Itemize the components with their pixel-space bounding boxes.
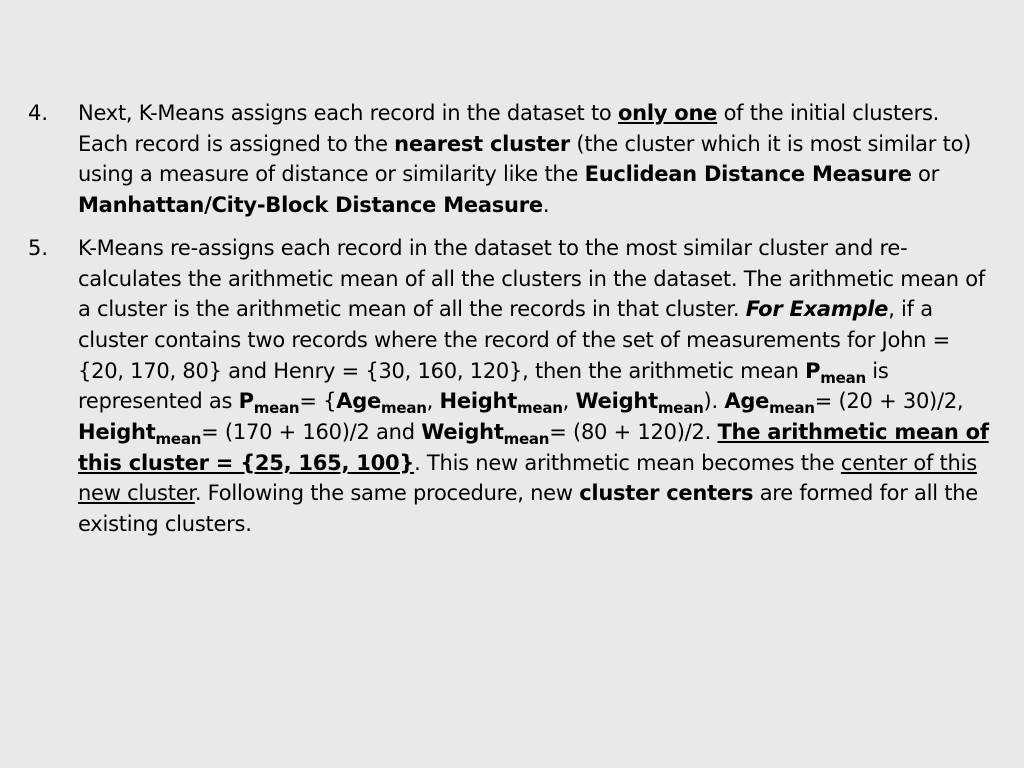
numbered-list — [28, 98, 998, 552]
emphasis-text: nearest cluster — [394, 131, 570, 156]
emphasis-text: P — [238, 389, 254, 414]
item-number: 4. — [28, 101, 49, 125]
body-text: or — [911, 162, 940, 187]
list-item-4 — [28, 98, 998, 221]
emphasis-text: Age — [724, 389, 770, 414]
body-text: (the cluster which it is most similar to) using a measure of distance or similarity like the — [78, 131, 972, 187]
emphasis-text: cluster centers — [579, 481, 754, 506]
body-text: K-Means re-assigns each record in the dataset to the most similar cluster and re-calculates the arithmetic mean of all the clusters in the dataset. The arithmetic mean of a cluster is the arithmetic mean of all the records in that cluster. — [78, 235, 985, 322]
body-text: is represented as — [78, 358, 889, 414]
emphasis-text: P — [805, 358, 821, 383]
list-item-5 — [28, 233, 998, 540]
body-text: , — [426, 389, 440, 414]
emphasis-text: The arithmetic mean of this cluster = {25, 165, 100} — [78, 420, 989, 475]
body-text: are formed for all the existing clusters. — [78, 481, 978, 537]
subscript-text: mean — [381, 399, 427, 418]
emphasis-text: Age — [336, 389, 382, 414]
subscript-text: mean — [769, 399, 815, 418]
body-text: . — [542, 193, 550, 218]
item-number: 5. — [28, 235, 49, 260]
body-text: = (170 + 160)/2 and — [201, 420, 422, 445]
subscript-text: mean — [155, 430, 202, 449]
emphasis-text: only one — [617, 101, 718, 125]
subscript-text: mean — [503, 430, 550, 449]
subscript-text: mean — [820, 368, 866, 387]
item-text — [78, 98, 993, 221]
subscript-text: mean — [253, 399, 300, 418]
emphasis-text: For Example — [745, 297, 889, 322]
subscript-text: mean — [517, 399, 563, 418]
subscript-text: mean — [657, 399, 704, 418]
body-text: of the initial clusters. Each record is assigned to the — [78, 101, 940, 156]
emphasis-text: Weight — [421, 420, 504, 445]
body-text: , if a cluster contains two records where the record of the set of measurements for John = {20, 170, 80} and Henry = {30, 160, 120}, then the arithmetic mean — [78, 297, 950, 383]
body-text: = (80 + 120)/2. — [549, 420, 718, 445]
item-text — [78, 233, 993, 540]
body-text: Next, K-Means assigns each record in the dataset to — [78, 101, 618, 125]
body-text: = { — [299, 389, 337, 414]
emphasis-text: Weight — [575, 389, 658, 414]
body-text: , — [562, 389, 576, 414]
emphasis-text: Height — [78, 420, 156, 445]
body-text: . This new arithmetic mean becomes the — [414, 450, 841, 475]
body-text: center of this new cluster — [78, 450, 977, 506]
body-text: = (20 + 30)/2, — [814, 389, 964, 414]
emphasis-text: Euclidean Distance Measure — [584, 162, 912, 187]
emphasis-text: Manhattan/City-Block Distance Measure — [78, 193, 543, 218]
body-text: ). — [703, 389, 725, 414]
body-text: . Following the same procedure, new — [194, 481, 580, 506]
emphasis-text: Height — [439, 389, 518, 414]
